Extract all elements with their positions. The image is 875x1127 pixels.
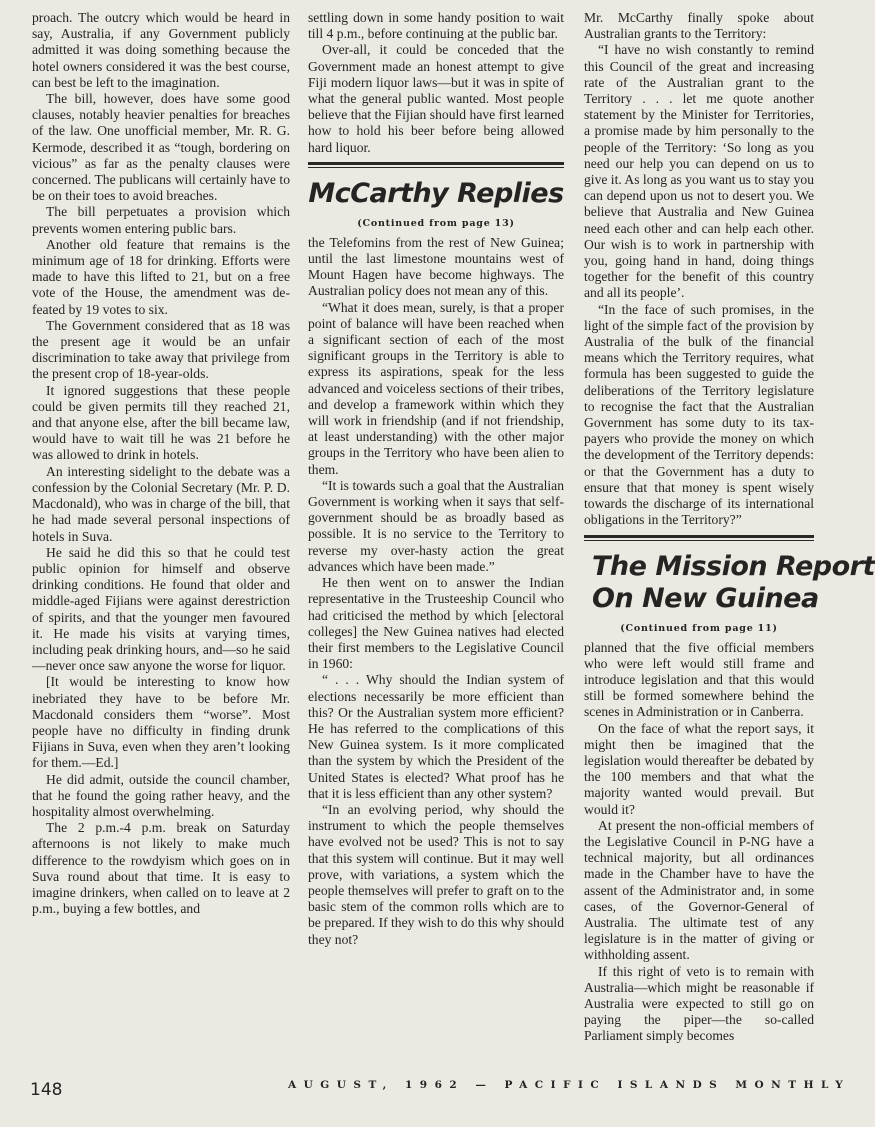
body-paragraph: He then went on to answer the Indian representative in the Trusteeship Council who had criticised the method by which [electoral colleges] the New Guinea natives had elected their first members to the Legislative Council in 1960:: [308, 575, 564, 672]
body-paragraph: the Telefomins from the rest of New Guinea; until the last limestone mountains west of Mount Hagen have become highways. The Australian policy does not mean any of this.: [308, 234, 564, 299]
article-headline-line-1: The Mission Report: [592, 550, 875, 582]
body-paragraph: Another old feature that remains is the minimum age of 18 for drinking. Efforts were made to have this lifted to 21, but on a free vote of the House, the amendment was defeated by 19 votes to six.: [32, 236, 290, 317]
body-paragraph: He said he did this so that he could test public opinion for himself and observe drinking conditions. He found that older and middle-aged Fijians were against derestriction of spirits, and that the younger men favoured it. He made his visits at varying times, including peak drinking hours, and—so he said—never once saw anyone the worse for liquor.: [32, 544, 290, 674]
page-number: 148: [30, 1080, 63, 1100]
body-paragraph: At present the non-official members of the Legislative Council in P-NG have a technical majority, but all ordinances made in the Chamber have to have the assent of the Administrator and, in some cases, of the Governor-General of Australia. The ultimate test of any legislature is in the matter of giving or withholding assent.: [584, 817, 814, 963]
body-paragraph: “In an evolving period, why should the instrument to which the people themselves have evolved not be used? This is not to say that this system will continue. But it may well prove, with variations, a system which the people themselves will prefer to graft on to the basic stem of the common rolls which are to be prepared. If they wish to do this why should they not?: [308, 801, 564, 947]
article-column-left: [32, 10, 290, 917]
body-paragraph: Mr. McCarthy finally spoke about Australian grants to the Territory:: [584, 10, 814, 42]
body-paragraph: “What it does mean, surely, is that a proper point of balance will have been reached when a significant section of each of the most significant groups in the Territory is able to express its aspirations, speak for the less advanced and voiceless sections of their tribes, and develop a framework within which they will work in friendship (and if not friendship, at least understanding) with the other major groups in the Territory who have been alien to them.: [308, 299, 564, 477]
body-paragraph: On the face of what the report says, it might then be imagined that the legislation would thereafter be debated by the 100 members and that what the majority wanted would prevail. But would it?: [584, 720, 814, 817]
section-divider: [308, 167, 564, 168]
body-paragraph: “I have no wish constantly to remind this Council of the great and increasing rate of the Australian grant to the Territory . . . let me quote another statement by the Minister for Territories, a promise made by him personally to the people of the Territory: ‘So long as you need our help you can depend on us to give it. As long as you want us to stay you can depend upon us not to desert you. We believe that Australia and New Guinea need each other and can help each other. Our wish is to work in partnership with you, going hand in hand, doing things together for the benefit of this country and all its people’.: [584, 42, 814, 301]
body-paragraph: “It is towards such a goal that the Australian Government is working when it says that self-government should be as broadly based as possible. It is no service to the Territory to reverse my over-hasty action the great advances which have been made.”: [308, 477, 564, 574]
body-paragraph: The bill, however, does have some good clauses, notably heavier penalties for breaches of the law. One unofficial member, Mr. R. G. Kermode, described it as “tough, bordering on vicious” as far as the penalty clauses were concerned. The publicans will certainly have to be on their toes to avoid breaches.: [32, 91, 290, 204]
body-paragraph: settling down in some handy position to wait till 4 p.m., before continuing at the public bar.: [308, 10, 564, 42]
body-paragraph: Over-all, it could be conceded that the Government made an honest attempt to give Fiji modern liquor laws—but it was in spite of what the general public wanted. Most people believe that the Fijian should have first learned how to hold his beer before being allowed hard liquor.: [308, 42, 564, 155]
body-paragraph: [It would be interesting to know how inebriated they have to be before Mr. Macdonald considers them “worse”. Most people have no difficulty in finding drunk Fijians in Suva, even when they aren’t looking for them.—Ed.]: [32, 674, 290, 771]
body-paragraph: It ignored suggestions that these people could be given permits till they reached 21, and that anyone else, after the bill became law, would have to wait till he was 21 before he was allowed to drink in hotels.: [32, 382, 290, 463]
body-paragraph: An interesting sidelight to the debate was a confession by the Colonial Secretary (Mr. P. D. Macdonald), who was in charge of the bill, that he had made several personal inspections of hotels in Suva.: [32, 463, 290, 544]
body-paragraph: The 2 p.m.-4 p.m. break on Saturday afternoons is not likely to make much difference to the rowdyism which goes on in Suva round about that time. It is easy to imagine drinkers, when called on to leave at 2 p.m., buying a few bottles, and: [32, 820, 290, 917]
body-paragraph: proach. The outcry which would be heard in say, Australia, if any Government publicly admitted it was doing something because the hotel owners considered it was the best course, can best be left to the imagination.: [32, 10, 290, 90]
section-divider: [308, 162, 564, 165]
body-paragraph: If this right of veto is to remain with Australia—which might be reasonable if Australia were expected to still go on paying the piper—the so-called Parliament simply becomes: [584, 963, 814, 1044]
magazine-footer: AUGUST, 1962 — PACIFIC ISLANDS MONTHLY: [288, 1079, 851, 1091]
body-paragraph: He did admit, outside the council chamber, that he found the going rather heavy, and the hospitality almost overwhelming.: [32, 771, 290, 819]
body-paragraph: “ . . . Why should the Indian system of elections necessarily be more efficient than this? Or the Australian system more efficient? He has referred to the complications of this New Guinea system. Is it more complicated than the system by which the President of the United States is elected? What proof has he that it is less efficient than any other system?: [308, 672, 564, 801]
body-paragraph: The bill perpetuates a provision which prevents women entering public bars.: [32, 204, 290, 236]
body-paragraph: The Government considered that as 18 was the present age it would be an unfair discrimination to take away that privilege from the present crop of 18-year-olds.: [32, 317, 290, 382]
article-headline: McCarthy Replies: [308, 177, 564, 209]
article-headline-line-2: On New Guinea: [592, 582, 819, 614]
section-divider: [584, 535, 814, 538]
continued-note: (Continued from page 13): [357, 217, 515, 229]
body-paragraph: planned that the five official members who were left would still frame and introduce legislation and that this would still be formed somewhere behind the scenes in Administration or in Canberra.: [584, 639, 814, 720]
article-column-middle: [308, 10, 564, 948]
article-column-right: [584, 10, 875, 1045]
body-paragraph: “In the face of such promises, in the light of the simple fact of the provision by Australia of the bulk of the financial means which the Territory requires, what formula has been suggested to guide the deliberations of the Territory legislature to recognise the fact that the Australian Government has some duty to its taxpayers who provide the money on which the development of the Territory depends: or that the Government has a duty to ensure that that money is spent wisely towards the discharge of its international obligations in the Territory?”: [584, 301, 814, 528]
section-divider: [584, 540, 814, 541]
continued-note: (Continued from page 11): [620, 622, 778, 634]
